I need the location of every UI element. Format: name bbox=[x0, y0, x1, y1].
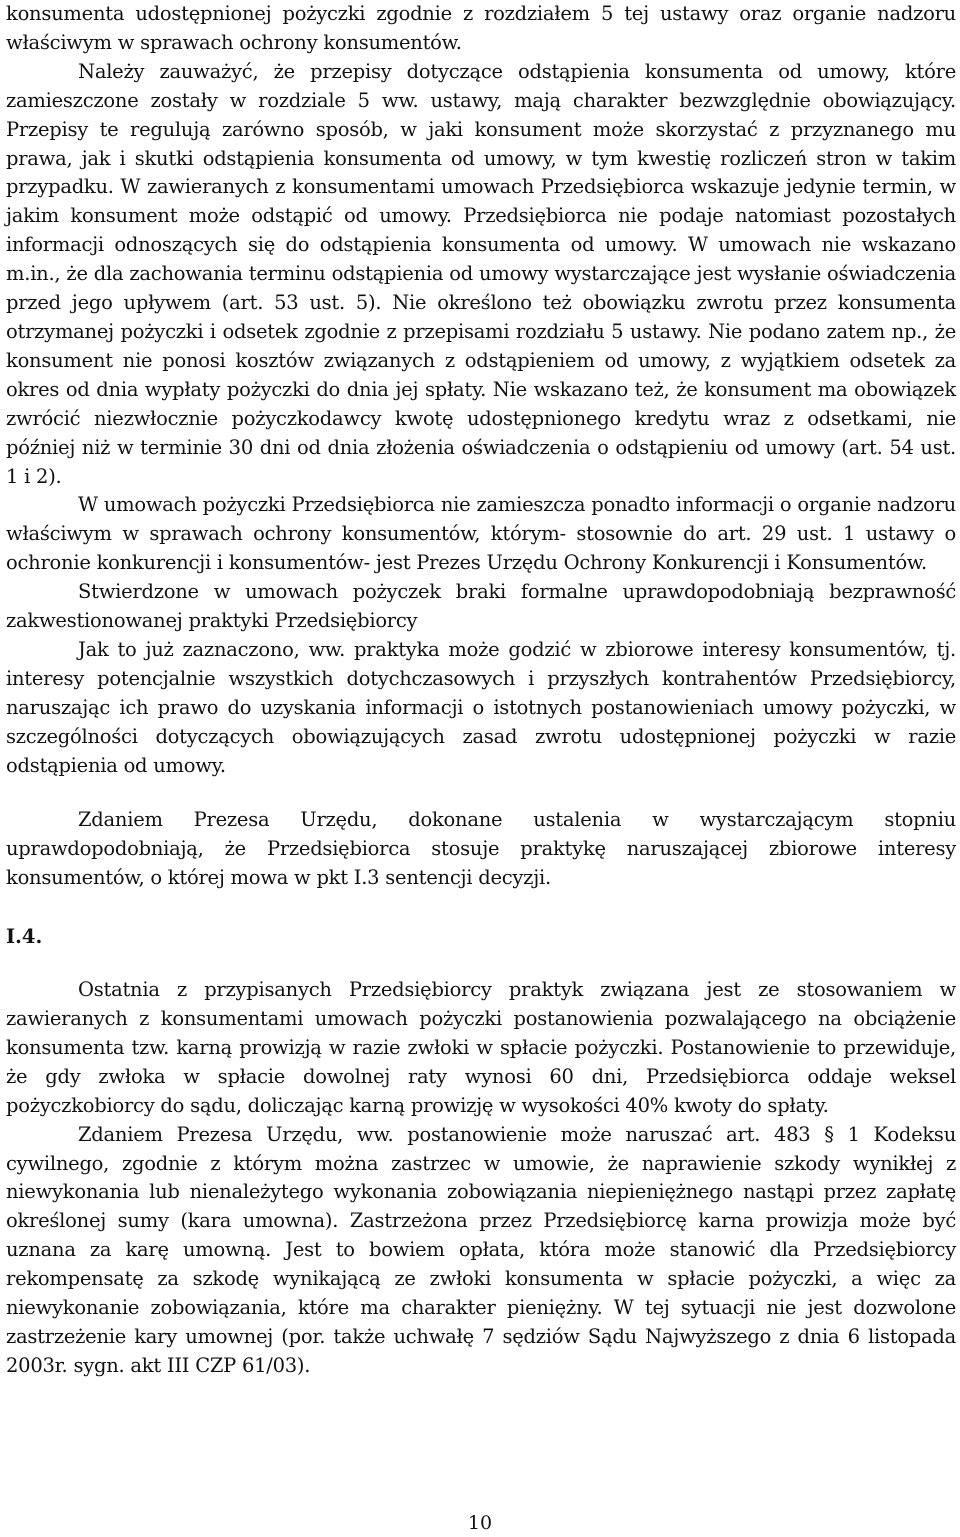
paragraph-penalty-commission: Ostatnia z przypisanych Przedsiębiorcy praktyk związana jest ze stosowaniem w zawieranych z konsumentami umowach pożyczki postanowienia pozwalającego na obciążenie konsumenta tzw. karną prowizją w razie zwłoki w spłacie pożyczki. Postanowienie to przewiduje, że gdy zwłoka w spłacie dowolnej raty wynosi 60 dni, Przedsiębiorca oddaje weksel pożyczkobiorcy do sądu, doliczając karną prowizję w wysokości 40% kwoty do spłaty. bbox=[6, 978, 956, 1117]
paragraph-collective-interests: Jak to już zaznaczono, ww. praktyka może godzić w zbiorowe interesy konsumentów, tj. interesy potencjalnie wszystkich dotychczasowych i przyszłych kontrahentów Przedsiębiorcy, naruszając ich prawo do uzyskania informacji o istotnych postanowieniach umowy pożyczki, w szczególności dotyczących obowiązujących zasad zwrotu udostępnionej pożyczki w razie odstąpienia od umowy. bbox=[6, 637, 956, 777]
paragraph-supervisory-authority: W umowach pożyczki Przedsiębiorca nie zamieszcza ponadto informacji o organie nadzoru właściwym w sprawach ochrony konsumentów, którym- stosownie do art. 29 ust. 1 ustawy o ochronie konkurencji i konsumentów- jest Prezes Urzędu Ochrony Konkurencji i Konsumentów. bbox=[6, 493, 956, 575]
paragraph-president-opinion: Zdaniem Prezesa Urzędu, dokonane ustalenia w wystarczającym stopniu uprawdopodobniają, że Przedsiębiorca stosuje praktykę naruszającej zbiorowe interesy konsumentów, o której mowa w pkt I.3 sentencji decyzji. bbox=[6, 808, 956, 890]
section-number: I.4. bbox=[6, 925, 43, 949]
paragraph-formal-deficiencies: Stwierdzone w umowach pożyczek braki formalne uprawdopodobniają bezprawność zakwestionowanej praktyki Przedsiębiorcy bbox=[6, 580, 956, 633]
paragraph-withdrawal-rules: Należy zauważyć, że przepisy dotyczące odstąpienia konsumenta od umowy, które zamieszczone zostały w rozdziale 5 ww. ustawy, mają charakter bezwzględnie obowiązujący. Przepisy te regulują zarówno sposób, w jaki konsument może skorzystać z przyznanego mu prawa, jak i skutki odstąpienia konsumenta od umowy, w tym kwestię rozliczeń stron w takim przypadku. W zawieranych z konsumentami umowach Przedsiębiorca wskazuje jedynie termin, w jakim konsument może odstąpić od umowy. Przedsiębiorca nie podaje natomiast pozostałych informacji odnoszących się do odstąpienia konsumenta od umowy. W umowach nie wskazano m.in., że dla zachowania terminu odstąpienia od umowy wystarczające jest wysłanie oświadczenia przed jego upływem (art. 53 ust. 5). Nie określono też obowiązku zwrotu przez konsumenta otrzymanej pożyczki i odsetek zgodnie z przepisami rozdziału 5 ustawy. Nie podano zatem np., że konsument nie ponosi kosztów związanych z odstąpieniem od umowy, z wyjątkiem odsetek za okres od dnia wypłaty pożyczki do dnia jej spłaty. Nie wskazano też, że konsument ma obowiązek zwrócić niezwłocznie pożyczkodawcy kwotę udostępnionego kredytu wraz z odsetkami, nie później niż w terminie 30 dni od dnia złożenia oświadczenia o odstąpieniu od umowy (art. 54 ust. 1 i 2). bbox=[6, 59, 956, 488]
paragraph-civil-code: Zdaniem Prezesa Urzędu, ww. postanowienie może naruszać art. 483 § 1 Kodeksu cywilnego, zgodnie z którym można zastrzec w umowie, że naprawienie szkody wynikłej z niewykonania lub nienależytego wykonania zobowiązania niepieniężnego nastąpi przez zapłatę określonej sumy (kara umowna). Zastrzeżona przez Przedsiębiorcę karna prowizja może być uznana za karę umowną. Jest to bowiem opłata, która może stanowić dla Przedsiębiorcy rekompensatę za szkodę wynikającą ze zwłoki konsumenta w spłacie pożyczki, a więc za niewykonanie zobowiązania, które ma charakter pieniężny. W tej sytuacji nie jest dozwolone zastrzeżenie kary umownej (por. także uchwałę 7 sędziów Sądu Najwyższego z dnia 6 listopada 2003r. sygn. akt III CZP 61/03). bbox=[6, 1122, 956, 1377]
paragraph-continuation: konsumenta udostępnionej pożyczki zgodnie z rozdziałem 5 tej ustawy oraz organie nadzoru właściwym w sprawach ochrony konsumentów. bbox=[6, 2, 956, 54]
page-number: 10 bbox=[467, 1512, 493, 1534]
document-page bbox=[6, 0, 956, 1381]
